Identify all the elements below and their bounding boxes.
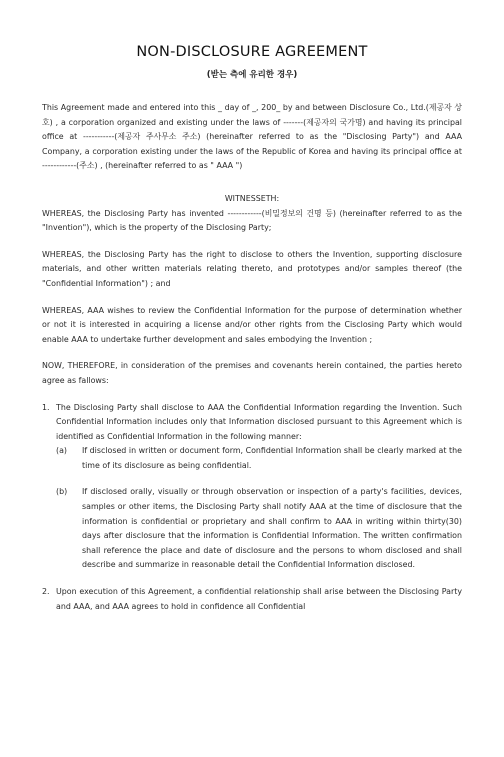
- document-page: [0, 44, 504, 757]
- clause-body: [56, 585, 462, 614]
- whereas-paragraph-2: WHEREAS, the Disclosing Party has the right to disclose to others the Invention, supporting disclosure materials, and other written materials relating thereto, and prototypes and/or samples thereof (the "Confidential Information") ; and: [42, 249, 462, 288]
- clause-number: 2.: [42, 587, 50, 597]
- whereas-paragraph-1: WHEREAS, the Disclosing Party has invented ------------(비밀정보의 건명 등) (hereinafter referred to as the "Invention"), which is the property of the Disclosing Party;: [42, 208, 462, 233]
- subclause-a: [56, 444, 462, 473]
- whereas-paragraph-3: WHEREAS, AAA wishes to review the Confidential Information for the purpose of determination whether or not it is interested in acquiring a license and/or other rights from the Cisclosing Party which would enable AAA to undertake further development and sales embodying the Invention ;: [42, 305, 462, 344]
- clause-number: 1.: [42, 402, 50, 412]
- clause-text: The Disclosing Party shall disclose to AAA the Confidential Information regarding the Invention. Such Confidential Information includes only that Information disclosed pursuant to this Agreement which is identified as Confidential Information in the following manner:: [56, 402, 462, 441]
- document-title: NON-DISCLOSURE AGREEMENT: [136, 44, 368, 60]
- clause-1: [42, 401, 462, 574]
- subclause-b: [56, 485, 462, 573]
- subclause-label: (b): [56, 487, 68, 497]
- subclause-label: (a): [56, 446, 67, 456]
- subclause-text: If disclosed in written or document form, Confidential Information shall be clearly marked at the time of its disclosure as being confidential.: [82, 446, 462, 470]
- clause-text: Upon execution of this Agreement, a confidential relationship shall arise between the Disclosing Party and AAA, and AAA agrees to hold in confidence all Confidential: [56, 587, 462, 611]
- witnesseth-heading: WITNESSETH:: [224, 193, 280, 203]
- intro-paragraph: This Agreement made and entered into this _ day of _, 200_ by and between Disclosure Co., Ltd.(제공자 상호) , a corporation organized and existing under the laws of -------(제공자의 국가명) and having its principal office at -----------(제공자 주사무소 주소) (hereinafter referred to as the "Disclosing Party") and AAA Company, a corporation existing under the laws of the Republic of Korea and having its principal office at ------------(주소) , (hereinafter referred to as " AAA "): [42, 103, 462, 171]
- clause-body: [56, 401, 462, 574]
- now-therefore-paragraph: NOW, THEREFORE, in consideration of the premises and covenants herein contained, the parties hereto agree as fallows:: [42, 361, 462, 385]
- clause-2: [42, 585, 462, 614]
- document-subtitle: (받는 측에 유리한 경우): [206, 70, 298, 80]
- subclause-text: If disclosed orally, visually or through observation or inspection of a party's facilities, devices, samples or other items, the Disclosing Party shall notify AAA at the time of disclosure that the information is confidential or proprietary and shall confirm to AAA in writing within thirty(30) days after disclosure that the information is Confidential Information. The written confirmation shall reference the place and date of disclosure and the persons to whom disclosed and shall describe and summarize in reasonable detail the Confidential Information disclosed.: [82, 487, 462, 570]
